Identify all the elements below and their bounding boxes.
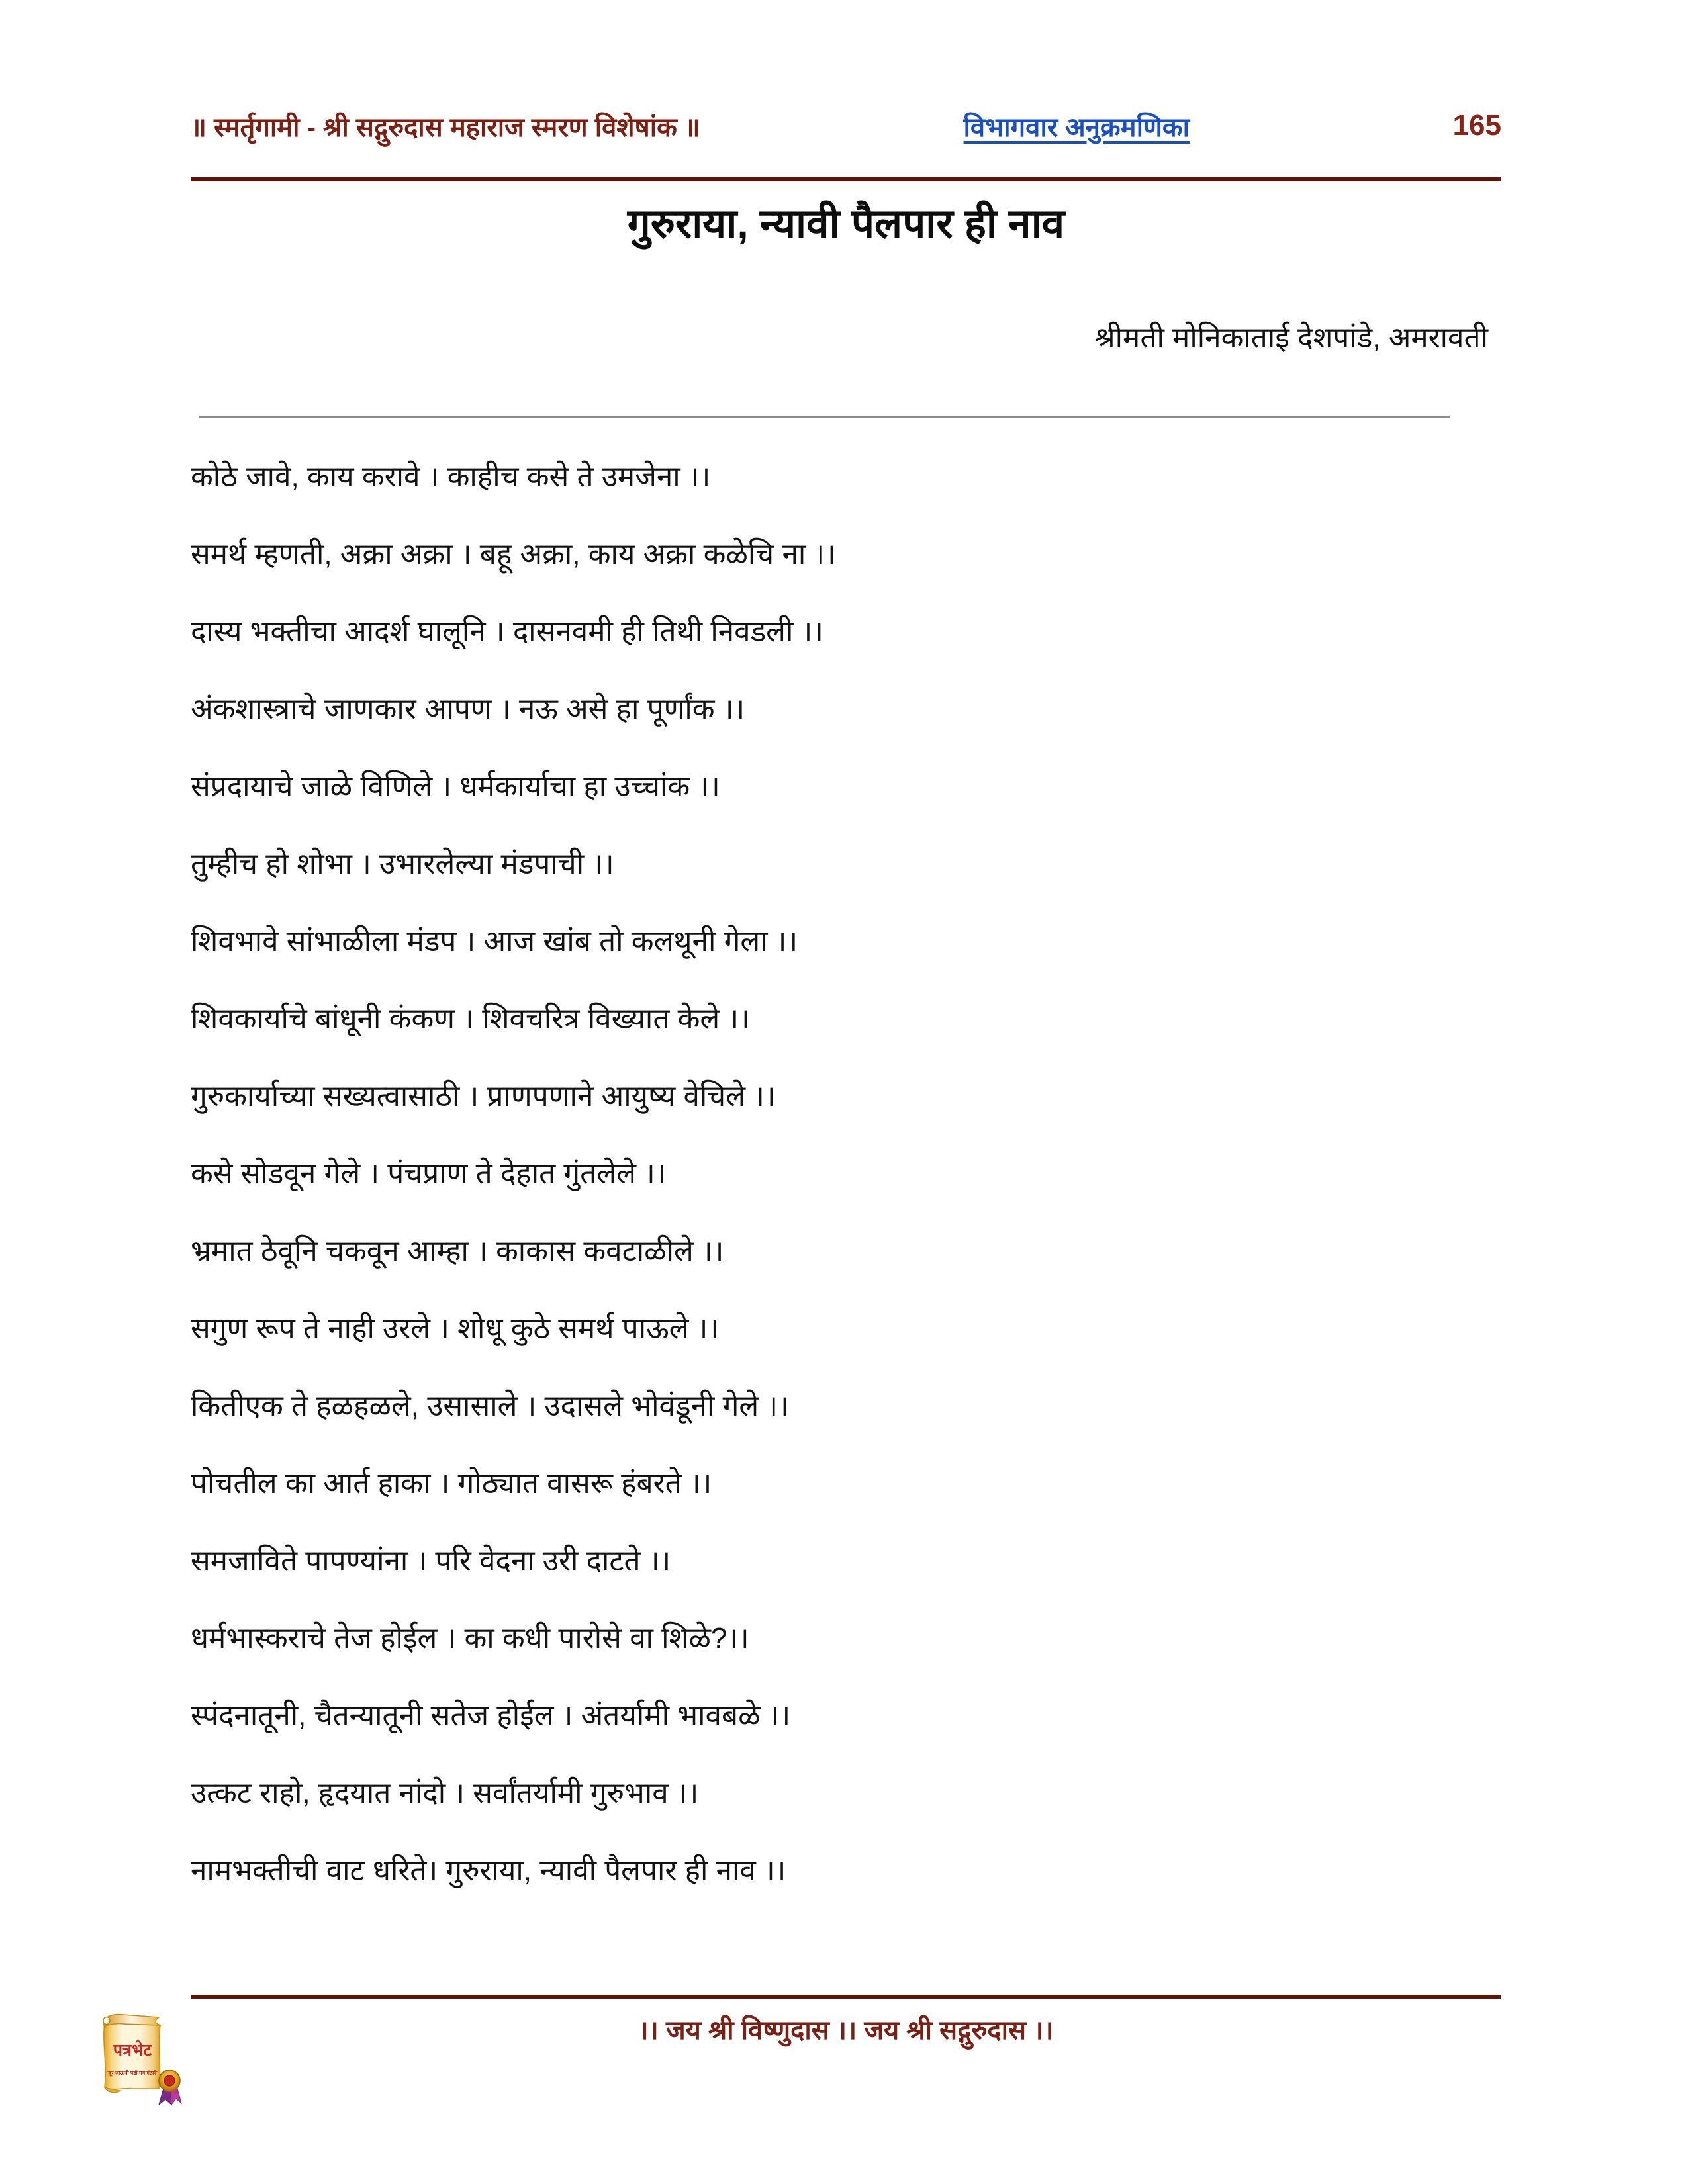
logo-tagline: "दूर जाऊनी पडो मग गंठारे" (106, 2070, 159, 2076)
poem-line: स्पंदनातूनी, चैतन्यातूनी सतेज होईल । अंतर्यामी भावबळे ।। (191, 1699, 791, 1732)
page-header (191, 93, 1501, 159)
poem-line: समजाविते पापण्यांना । परि वेदना उरी दाटते ।। (191, 1544, 671, 1577)
footer-blessing: ।। जय श्री विष्णुदास ।। जय श्री सद्गुरुदास ।। (638, 2016, 1054, 2045)
poem-line: पोचतील का आर्त हाका । गोठ्यात वासरू हंबरते ।। (191, 1467, 712, 1500)
index-link[interactable]: विभागवार अनुक्रमणिका (963, 113, 1190, 142)
header-publication-title: ॥ स्मर्तृगामी - श्री सद्गुरुदास महाराज स्मरण विशेषांक ॥ (191, 113, 700, 142)
footer-divider (191, 1995, 1501, 1999)
header-divider (191, 177, 1501, 181)
poem-line: तुम्हीच हो शोभा । उभारलेल्या मंडपाची ।। (191, 847, 614, 880)
title-divider (199, 416, 1450, 418)
poem-line: कसे सोडवून गेले । पंचप्राण ते देहात गुंतलेले ।। (191, 1157, 667, 1190)
poem-line: कोठे जावे, काय करावे । काहीच कसे ते उमजेना ।। (191, 460, 711, 493)
poem-line: अंकशास्त्राचे जाणकार आपण । नऊ असे हा पूर्णांक ।। (191, 692, 745, 725)
poem-line: समर्थ म्हणती, अक्रा अक्रा । बहू अक्रा, काय अक्रा कळेचि ना ।। (191, 537, 836, 570)
scroll-icon (85, 1991, 191, 2105)
page-title: गुरुराया, न्यावी पैलपार ही नाव (627, 201, 1065, 247)
poem-line: संप्रदायाचे जाळे विणिले । धर्मकार्याचा हा उच्चांक ।। (191, 770, 720, 803)
poem-line: भ्रमात ठेवूनि चकवून आम्हा । काकास कवटाळीले ।। (191, 1234, 724, 1267)
poem-line: दास्य भक्तीचा आदर्श घालूनि । दासनवमी ही तिथी निवडली ।। (191, 615, 823, 648)
logo-name: पत्रभेट (113, 2041, 152, 2060)
poem-line: शिवभावे सांभाळीला मंडप । आज खांब तो कलथूनी गेला ।। (191, 925, 798, 958)
poem-line: उत्कट राहो, हृदयात नांदो । सर्वांतर्यामी गुरुभाव ।। (191, 1776, 699, 1809)
poem-body (191, 438, 1515, 1909)
poem-line: सगुण रूप ते नाही उरले । शोधू कुठे समर्थ पाऊले ।। (191, 1312, 720, 1345)
poem-line: गुरुकार्याच्या सख्यत्वासाठी । प्राणपणाने आयुष्य वेचिले ।। (191, 1079, 776, 1113)
author-byline: श्रीमती मोनिकाताई देशपांडे, अमरावती (1094, 322, 1488, 354)
poem-line: नामभक्तीची वाट धरिते। गुरुराया, न्यावी पैलपार ही नाव ।। (191, 1854, 786, 1887)
patrabhet-logo (85, 1991, 191, 2105)
poem-line: शिवकार्याचे बांधूनी कंकण । शिवचरित्र विख्यात केले ।। (191, 1002, 750, 1035)
poem-line: धर्मभास्कराचे तेज होईल । का कधी पारोसे वा शिळे?।। (191, 1621, 749, 1655)
page-number: 165 (1452, 109, 1501, 142)
poem-line: कितीएक ते हळहळले, उसासाले । उदासले भोवंडूनी गेले ।। (191, 1389, 789, 1422)
